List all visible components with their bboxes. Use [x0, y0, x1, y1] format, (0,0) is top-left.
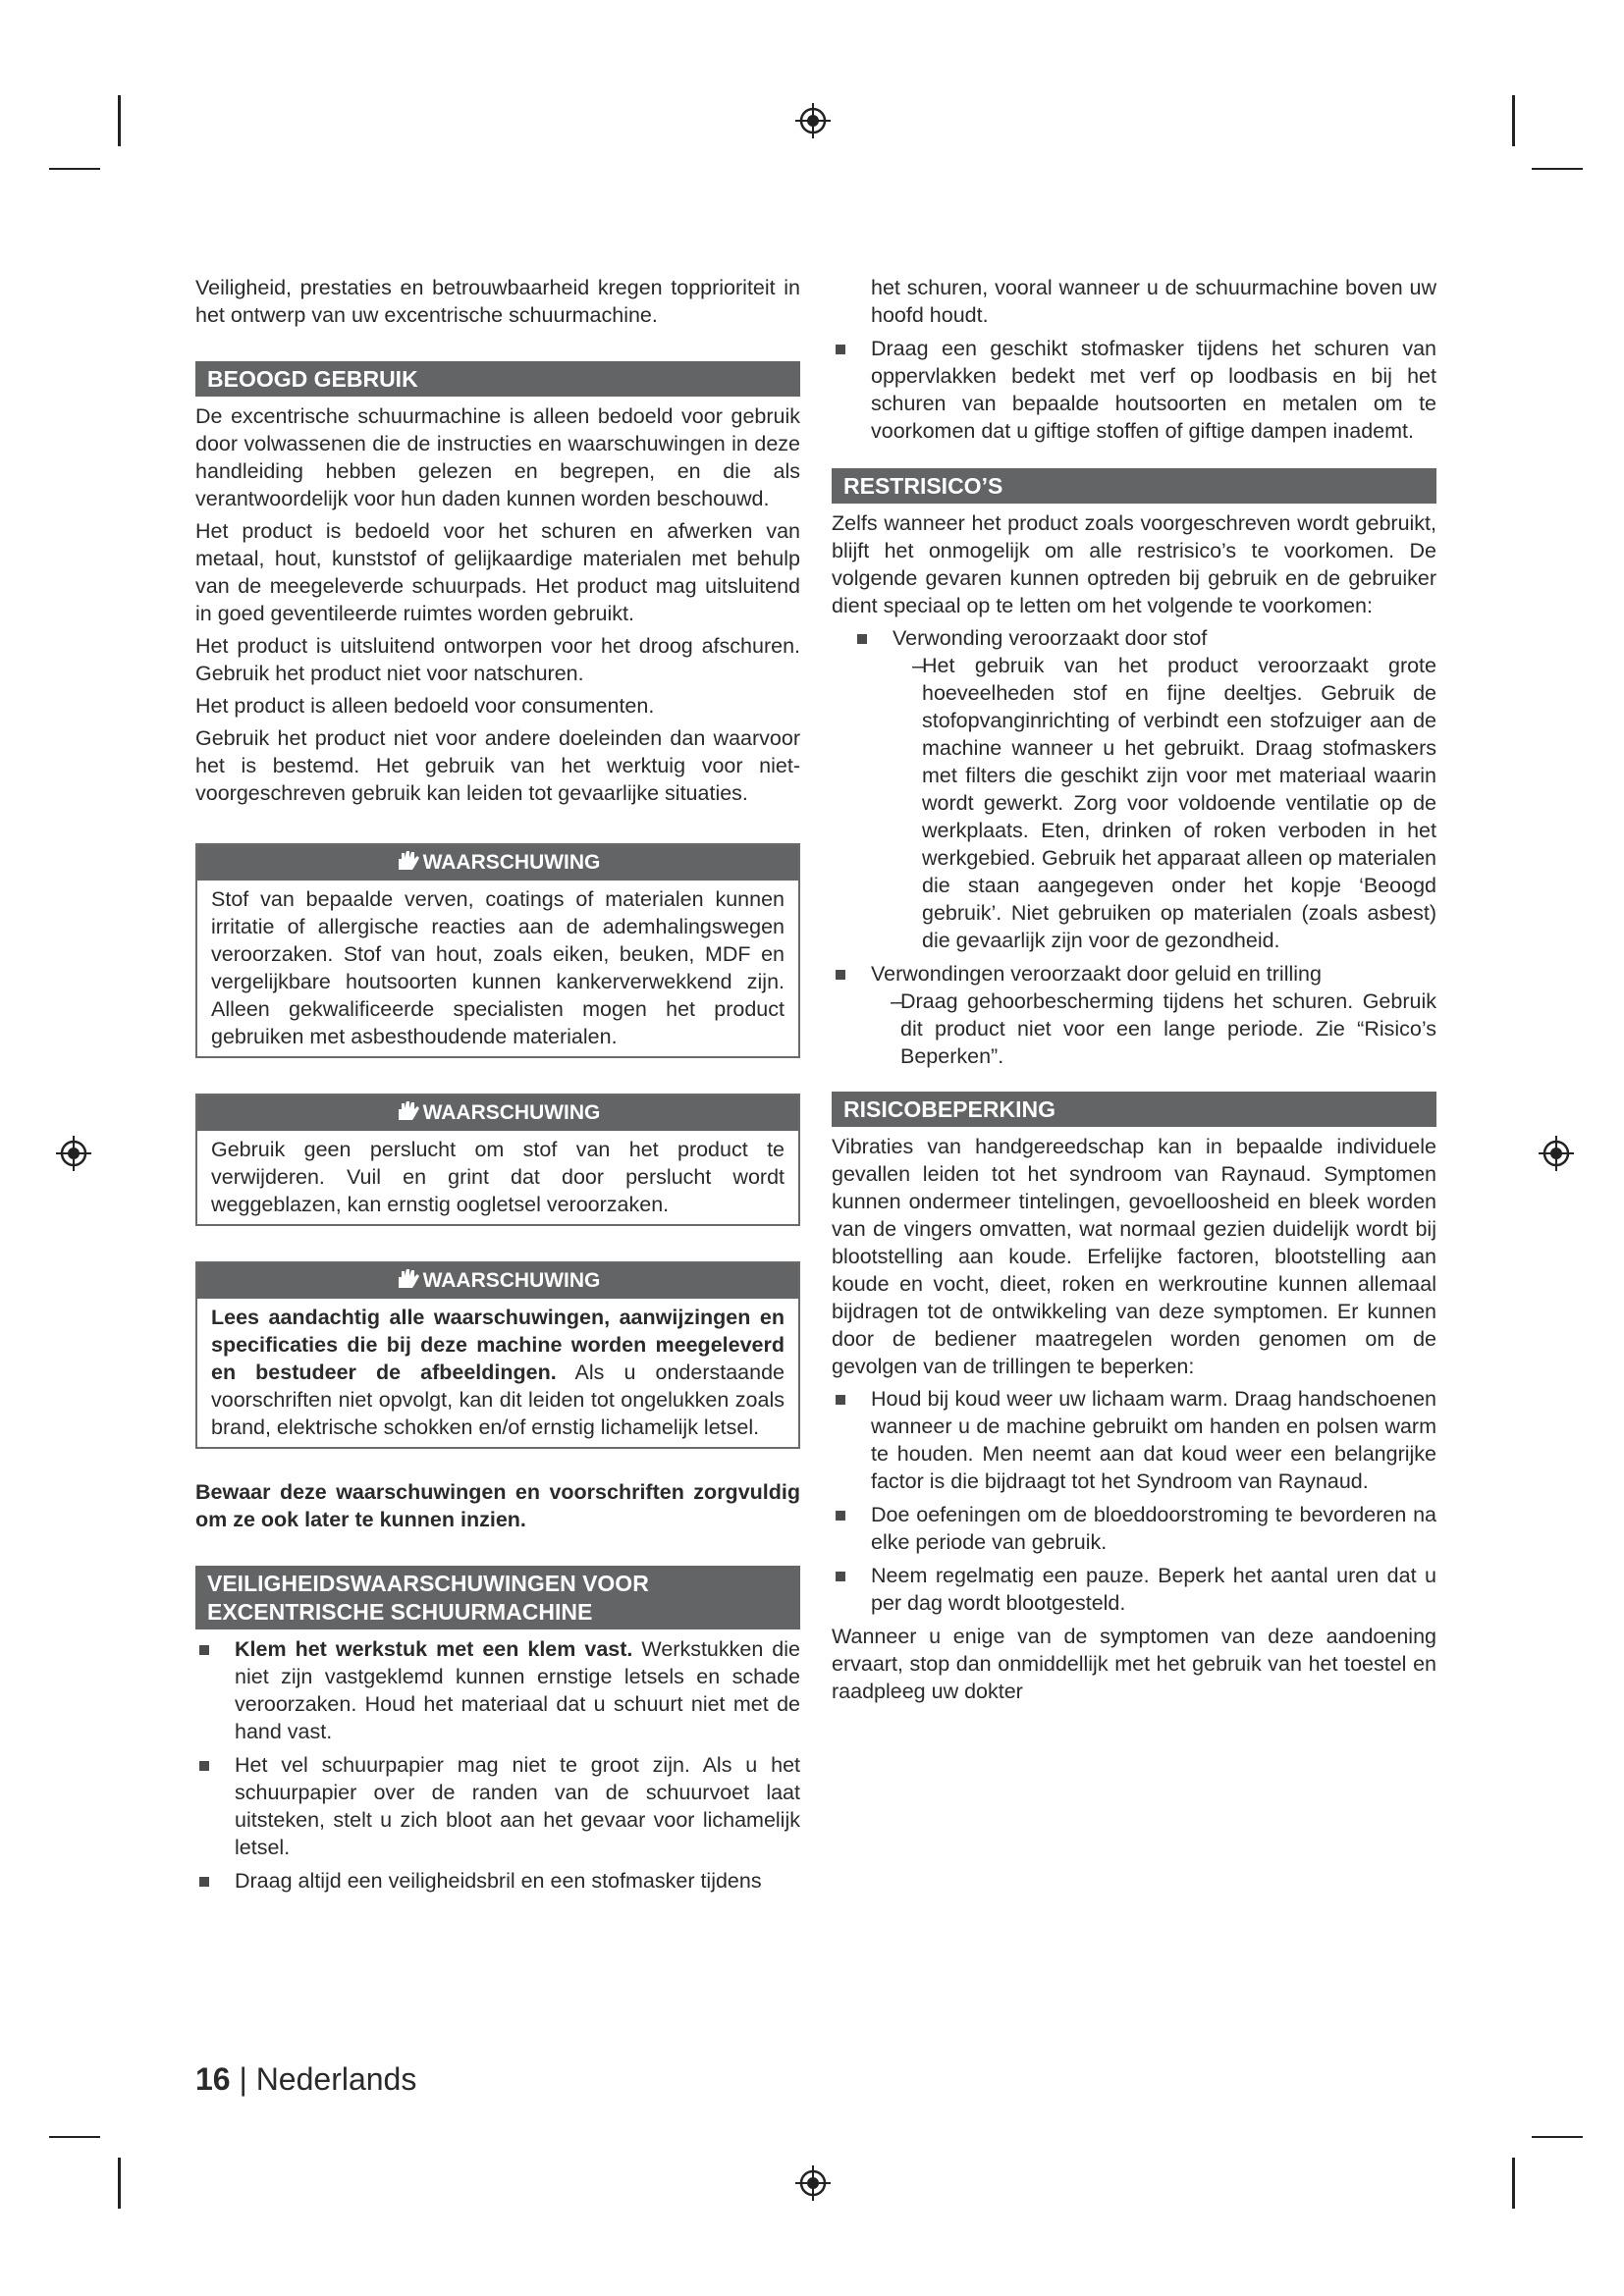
warning-header — [197, 1263, 798, 1299]
footer-separator: | — [230, 2061, 256, 2097]
registration-mark-icon — [793, 2163, 833, 2203]
section-heading-beoogd-gebruik: BEOOGD GEBRUIK — [195, 361, 800, 397]
left-column — [195, 274, 800, 1900]
sub-item-text: Draag gehoorbescherming tijdens het schuren. Gebruik dit product niet voor een lange periode. Zie “Risico’s Beperken”. — [900, 989, 1436, 1068]
bullet-text: Het vel schuurpapier mag niet te groot zijn. Als u het schuurpapier over de randen van de schuurvoet laat uitsteken, stelt u zich bloot aan het gevaar voor lichamelijk letsel. — [235, 1753, 800, 1859]
beoogd-paragraph-4: Het product is alleen bedoeld voor consumenten. — [195, 694, 655, 718]
list-item — [832, 1501, 1436, 1556]
beoogd-paragraph-5: Gebruik het product niet voor andere doeleinden dan waarvoor het is bestemd. Het gebruik van het werktuig voor niet-voorgeschreven gebruik kan leiden tot gevaarlijke situaties. — [195, 726, 800, 805]
risico-paragraph-1: Vibraties van handgereedschap kan in bepaalde individuele gevallen leiden tot het syndroom van Raynaud. Symptomen kunnen ondermeer tintelingen, gevoelloosheid en bleek worden van de vingers omvatten, wat normaal gezien duidelijk wordt bij blootstelling aan koude. Erfelijke factoren, blootstelling aan koude en vocht, dieet, roken en werkroutine kunnen allemaal bijdragen tot de ontwikkeling van deze symptomen. Er kunnen door de bediener maatregelen worden genomen om de gevolgen van de trillingen te beperken: — [832, 1135, 1436, 1378]
bullet-text: Doe oefeningen om de bloeddoorstroming te bevorderen na elke periode van gebruik. — [871, 1503, 1436, 1554]
list-item — [195, 1751, 800, 1861]
list-item — [832, 624, 1436, 954]
square-bullet-icon — [836, 1572, 845, 1581]
restrisico-paragraph: Zelfs wanneer het product zoals voorgeschreven wordt gebruikt, blijft het onmogelijk om alle restrisico’s te voorkomen. De volgende gevaren kunnen optreden bij gebruik en de gebruiker dient speciaal op te letten om het volgende te voorkomen: — [832, 511, 1436, 617]
warning-box-3 — [195, 1261, 800, 1449]
warning-normal-text: Als u onderstaande voorschriften niet opvolgt, kan dit leiden tot ongelukken zoals brand, elektrische schokken en/of ernstig lichamelijk letsel. — [211, 1361, 785, 1439]
warning-text — [211, 1304, 785, 1441]
restrisico-list — [832, 624, 1436, 1070]
risico-list — [832, 1385, 1436, 1617]
warning-title: WAARSCHUWING — [422, 1101, 601, 1124]
registration-mark-icon — [1537, 1134, 1576, 1173]
list-item-continued — [832, 274, 1436, 329]
square-bullet-icon — [836, 1511, 845, 1521]
registration-mark-icon — [793, 101, 833, 140]
warning-header — [197, 845, 798, 881]
crop-mark — [1532, 168, 1583, 170]
warning-box-1 — [195, 843, 800, 1058]
bullet-text: Houd bij koud weer uw lichaam warm. Draag handschoenen wanneer u de machine gebruikt om handen en polsen warm te houden. Men neemt aan dat koud weer een belangrijke factor is die bijdraagt tot het Syndroom van Raynaud. — [871, 1387, 1436, 1493]
crop-mark — [118, 95, 121, 146]
list-item — [832, 1562, 1436, 1617]
bullet-text: Draag een geschikt stofmasker tijdens het schuren van oppervlakken bedekt met verf op loodbasis en bij het schuren van bepaalde houtsoorten en metalen om te voorkomen dat u giftige stoffen of giftige dampen inademt. — [871, 337, 1436, 443]
crop-mark — [1512, 2158, 1515, 2209]
square-bullet-icon — [199, 1761, 209, 1771]
intro-paragraph: Veiligheid, prestaties en betrouwbaarheid kregen topprioriteit in het ontwerp van uw excentrische schuurmachine. — [195, 276, 800, 327]
heading-line-1: VEILIGHEIDSWAARSCHUWINGEN VOOR — [207, 1571, 649, 1596]
sub-item — [893, 652, 1436, 954]
bewaar-notice: Bewaar deze waarschuwingen en voorschriften zorgvuldig om ze ook later te kunnen inzien. — [195, 1480, 800, 1531]
page-footer — [195, 2059, 416, 2099]
list-item — [832, 335, 1436, 445]
sub-item-text: Het gebruik van het product veroorzaakt grote hoeveelheden stof en fijne deeltjes. Gebruik de stofopvanginrichting of verbindt een stofzuiger aan de machine wanneer u het gebruikt. Draag stofmaskers met filters die geschikt zijn voor met materiaal waarin wordt gewerkt. Zorg voor voldoende ventilatie op de werkplaats. Eten, drinken of roken verboden in het werkgebied. Gebruik het apparaat alleen op materialen die staan aangegeven onder het kopje ‘Beoogd gebruik’. Niet gebruiken op materialen (zoals asbest) die gevaarlijk zijn voor de gezondheid. — [922, 654, 1436, 952]
heading-line-2: EXCENTRISCHE SCHUURMACHINE — [207, 1599, 593, 1625]
sub-item — [871, 988, 1436, 1070]
crop-mark — [49, 168, 100, 170]
warning-header — [197, 1095, 798, 1131]
square-bullet-icon — [199, 1877, 209, 1887]
warning-hand-icon — [396, 849, 421, 871]
beoogd-paragraph-1: De excentrische schuurmachine is alleen bedoeld voor gebruik door volwassenen die de instructies en waarschuwingen in deze handleiding hebben gelezen en begrepen, en die als verantwoordelijk voor hun daden kunnen worden beschouwd. — [195, 404, 800, 510]
warning-text: Gebruik geen perslucht om stof van het product te verwijderen. Vuil en grint dat door perslucht wordt weggeblazen, kan ernstig oogletsel veroorzaken. — [211, 1138, 785, 1216]
bullet-text: Draag altijd een veiligheidsbril en een stofmasker tijdens — [235, 1869, 762, 1893]
warning-text: Stof van bepaalde verven, coatings of materialen kunnen irritatie of allergische reacties aan de ademhalingswegen veroorzaken. Stof van hout, zoals eiken, beuken, MDF en vergelijkbare houtsoorten kunnen kankerverwekkend zijn. Alleen gekwalificeerde specialisten mogen het product gebruiken met asbesthoudende materialen. — [211, 887, 785, 1048]
bullet-text: Verwonding veroorzaakt door stof — [893, 626, 1208, 650]
list-item — [832, 960, 1436, 1070]
registration-mark-icon — [54, 1134, 93, 1173]
right-column — [832, 274, 1436, 1710]
footer-language: Nederlands — [255, 2061, 417, 2097]
square-bullet-icon — [836, 345, 845, 354]
crop-mark — [1512, 95, 1515, 146]
section-heading-veiligheidswaarschuwingen — [195, 1566, 800, 1629]
safety-bullet-list — [195, 1635, 800, 1895]
warning-title: WAARSCHUWING — [422, 851, 601, 874]
bullet-text: Werkstukken die niet zijn vastgeklemd kunnen ernstige letsels en schade veroorzaken. Houd het materiaal dat u schuurt niet met de hand vast. — [235, 1637, 800, 1743]
bullet-text: Verwondingen veroorzaakt door geluid en trilling — [871, 962, 1322, 986]
risico-paragraph-2: Wanneer u enige van de symptomen van deze aandoening ervaart, stop dan onmiddellijk met het gebruik van het toestel en raadpleeg uw dokter — [832, 1625, 1436, 1703]
square-bullet-icon — [836, 1395, 845, 1405]
list-item — [195, 1867, 800, 1895]
page-number: 16 — [195, 2061, 231, 2097]
beoogd-paragraph-2: Het product is bedoeld voor het schuren en afwerken van metaal, hout, kunststof of gelijkaardige materialen met behulp van de meegeleverde schuurpads. Het product mag uitsluitend in goed geventileerde ruimtes worden gebruikt. — [195, 519, 800, 625]
square-bullet-icon — [857, 634, 867, 644]
crop-mark — [1532, 2136, 1583, 2138]
warning-title: WAARSCHUWING — [422, 1269, 601, 1292]
continued-bullet-list — [832, 274, 1436, 445]
warning-hand-icon — [396, 1267, 421, 1289]
square-bullet-icon — [199, 1645, 209, 1655]
crop-mark — [49, 2136, 100, 2138]
warning-box-2 — [195, 1094, 800, 1226]
warning-bold-text: Lees aandachtig alle waarschuwingen, aanwijzingen en specificaties die bij deze machine worden meegeleverd en bestudeer de afbeeldingen. — [211, 1306, 785, 1384]
dash-marker: – — [891, 989, 902, 1013]
list-item — [195, 1635, 800, 1745]
crop-mark — [118, 2158, 121, 2209]
bullet-bold-text: Klem het werkstuk met een klem vast. — [235, 1637, 633, 1661]
continued-text: het schuren, vooral wanneer u de schuurmachine boven uw hoofd houdt. — [871, 276, 1436, 327]
section-heading-restrisicos: RESTRISICO’S — [832, 468, 1436, 504]
bullet-text: Neem regelmatig een pauze. Beperk het aantal uren dat u per dag wordt blootgesteld. — [871, 1564, 1436, 1615]
beoogd-paragraph-3: Het product is uitsluitend ontworpen voor het droog afschuren. Gebruik het product niet voor natschuren. — [195, 634, 800, 685]
dash-marker: – — [912, 654, 924, 677]
square-bullet-icon — [836, 970, 845, 980]
warning-hand-icon — [396, 1099, 421, 1121]
section-heading-risicobeperking: RISICOBEPERKING — [832, 1092, 1436, 1127]
list-item — [832, 1385, 1436, 1495]
